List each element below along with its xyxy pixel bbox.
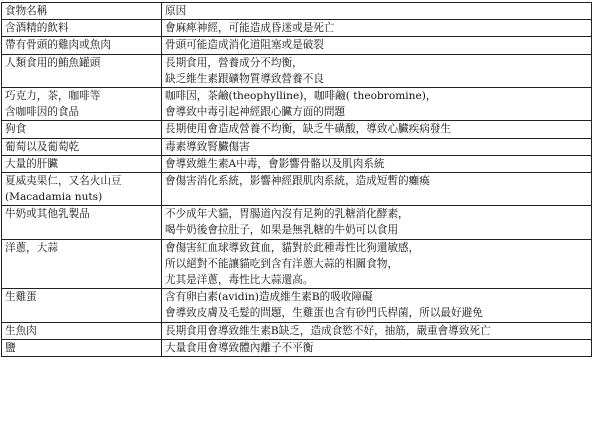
food-name-line: 葡萄以及葡萄乾 bbox=[5, 140, 80, 153]
food-name-cell bbox=[2, 239, 162, 289]
reason-line: 會導致維生素A中毒，會影響骨骼以及肌肉系統 bbox=[165, 157, 385, 170]
table-row bbox=[2, 322, 592, 339]
table-header-row bbox=[2, 3, 592, 20]
table-row bbox=[2, 155, 592, 172]
reason-line: 尤其是洋蔥，毒性比大蒜還高。 bbox=[165, 274, 314, 286]
food-name-line: 夏威夷果仁，又名火山豆 bbox=[5, 174, 122, 187]
reason-cell bbox=[162, 121, 592, 138]
food-name-cell bbox=[2, 155, 162, 172]
food-name-cell bbox=[2, 121, 162, 138]
table-row bbox=[2, 138, 592, 155]
table-row bbox=[2, 54, 592, 87]
food-name-cell bbox=[2, 206, 162, 239]
reason-cell bbox=[162, 20, 592, 37]
food-name-line: (Macadamia nuts) bbox=[5, 191, 103, 204]
reason-line: 毒素導致腎臟傷害 bbox=[165, 140, 250, 153]
food-name-line: 生魚肉 bbox=[5, 324, 37, 337]
reason-cell bbox=[162, 54, 592, 87]
food-name-line: 人類食用的鮪魚罐頭 bbox=[5, 56, 101, 69]
food-name-line bbox=[5, 305, 158, 321]
reason-cell bbox=[162, 155, 592, 172]
food-name-line: 大量的肝臟 bbox=[5, 157, 58, 170]
table-row bbox=[2, 239, 592, 289]
reason-cell bbox=[162, 289, 592, 322]
reason-line: 不少成年犬貓，胃腸道內沒有足夠的乳糖消化酵素， bbox=[165, 208, 409, 221]
reason-cell bbox=[162, 239, 592, 289]
reason-line: 長期食用會導致維生素B缺乏，造成食慾不好，抽筋，嚴重會導致死亡 bbox=[165, 324, 491, 337]
reason-cell bbox=[162, 322, 592, 339]
food-name-cell bbox=[2, 138, 162, 155]
table-row bbox=[2, 206, 592, 239]
reason-line: 骨頭可能造成消化道阻塞或是破裂 bbox=[165, 39, 324, 52]
table-row bbox=[2, 339, 592, 356]
food-name-line: 牛奶或其他乳製品 bbox=[5, 208, 90, 221]
table-row bbox=[2, 172, 592, 205]
food-name-line bbox=[5, 256, 158, 272]
reason-line: 會導致中毒引起神經跟心臟方面的問題 bbox=[165, 106, 346, 119]
reason-cell bbox=[162, 206, 592, 239]
reason-line: 會傷害紅血球導致貧血，貓對於此種毒性比狗還敏感， bbox=[165, 241, 420, 254]
food-name-cell bbox=[2, 339, 162, 356]
table-row bbox=[2, 289, 592, 322]
food-name-line: 含咖啡因的食品 bbox=[5, 106, 80, 119]
food-name-cell bbox=[2, 322, 162, 339]
table-row bbox=[2, 37, 592, 54]
reason-line: 喝牛奶後會拉肚子，如果是無乳糖的牛奶可以食用 bbox=[165, 224, 399, 237]
reason-line bbox=[165, 189, 588, 205]
food-name-line: 含酒精的飲料 bbox=[5, 22, 69, 35]
food-name-cell bbox=[2, 20, 162, 37]
reason-cell bbox=[162, 37, 592, 54]
food-name-cell bbox=[2, 289, 162, 322]
food-name-line: 生雞蛋 bbox=[5, 291, 37, 304]
food-name-line: 帶有骨頭的雞肉或魚肉 bbox=[5, 39, 111, 52]
food-name-line bbox=[5, 272, 158, 288]
food-name-line: 鹽 bbox=[5, 341, 16, 354]
header-reason: 原因 bbox=[162, 3, 592, 20]
food-name-line: 巧克力，茶，咖啡等 bbox=[5, 89, 101, 102]
table-row bbox=[2, 121, 592, 138]
reason-line: 會傷害消化系統，影響神經跟肌肉系統，造成短暫的癱瘓 bbox=[165, 174, 430, 187]
reason-line: 會麻痺神經，可能造成昏迷或是死亡 bbox=[165, 22, 335, 35]
food-name-cell bbox=[2, 172, 162, 205]
reason-line: 缺乏維生素跟礦物質導致營養不良 bbox=[165, 72, 324, 85]
header-food-name: 食物名稱 bbox=[2, 3, 162, 20]
food-name-line: 狗食 bbox=[5, 123, 27, 136]
reason-line: 所以絕對不能讓貓吃到含有洋蔥大蒜的相關食物， bbox=[165, 257, 399, 270]
reason-line: 咖啡因，茶鹼(theophylline)，咖啡鹼( theobromine)， bbox=[165, 89, 437, 102]
table-row bbox=[2, 87, 592, 120]
reason-line: 含有卵白素(avidin)造成維生素B的吸收障礙 bbox=[165, 291, 373, 304]
reason-line: 會導致皮膚及毛髮的問題，生雞蛋也含有砂門氏桿菌，所以最好避免 bbox=[165, 307, 483, 320]
food-table bbox=[1, 2, 592, 357]
reason-cell bbox=[162, 87, 592, 120]
food-name-cell bbox=[2, 54, 162, 87]
food-name-line bbox=[5, 222, 158, 238]
reason-line: 長期食用，營養成分不均衡， bbox=[165, 56, 303, 69]
food-name-cell bbox=[2, 37, 162, 54]
food-name-line bbox=[5, 71, 158, 87]
reason-line: 大量食用會導致體內離子不平衡 bbox=[165, 341, 314, 354]
reason-cell bbox=[162, 172, 592, 205]
reason-line: 長期使用會造成營養不均衡，缺乏牛磺酸，導致心臟疾病發生 bbox=[165, 123, 452, 136]
table-row bbox=[2, 20, 592, 37]
food-name-line: 洋蔥，大蒜 bbox=[5, 241, 58, 254]
reason-cell bbox=[162, 339, 592, 356]
food-name-cell bbox=[2, 87, 162, 120]
reason-cell bbox=[162, 138, 592, 155]
